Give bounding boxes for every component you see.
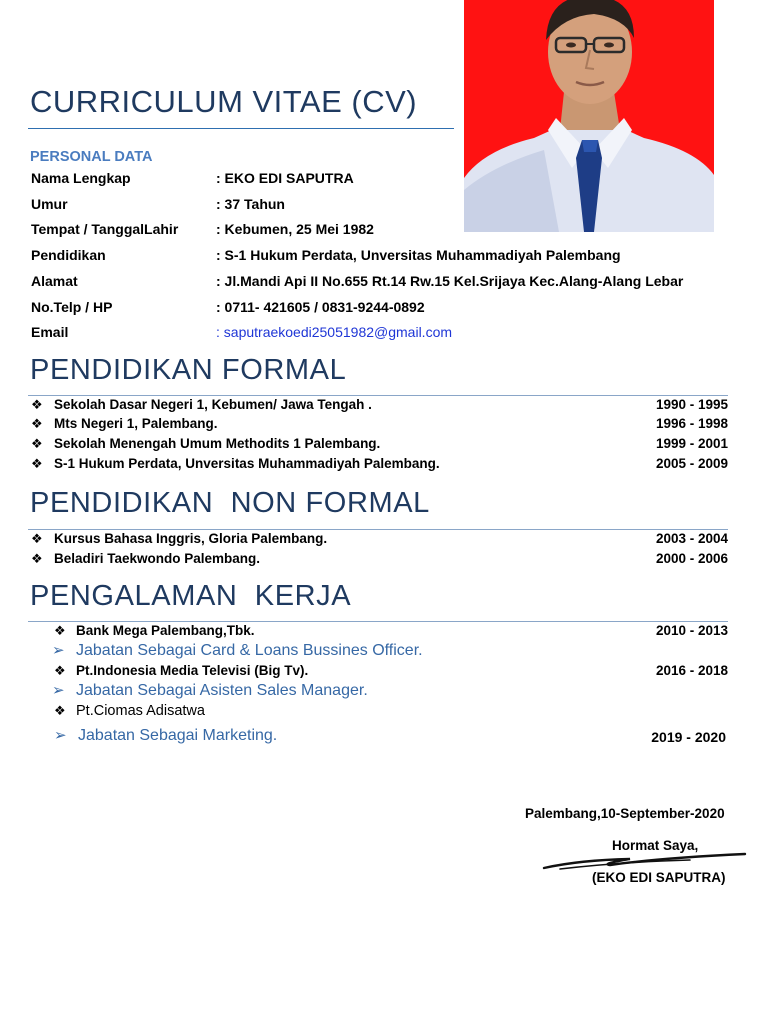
job-role — [52, 641, 423, 660]
diamond-bullet-icon: ❖ — [31, 456, 43, 471]
arrow-bullet-icon: ➢ — [52, 682, 65, 699]
signature-greeting: Hormat Saya, — [612, 838, 699, 853]
work-experience-divider — [28, 621, 728, 622]
title-divider — [28, 128, 454, 129]
field-value-telp: : 0711- 421605 / 0831-9244-0892 — [216, 299, 425, 315]
diamond-bullet-icon: ❖ — [54, 703, 66, 718]
diamond-bullet-icon: ❖ — [31, 436, 43, 451]
job-company: Pt.Indonesia Media Televisi (Big Tv). — [76, 663, 309, 678]
nonformal-education-divider — [28, 529, 728, 530]
field-value-ttl: : Kebumen, 25 Mei 1982 — [216, 221, 374, 237]
job-item — [31, 703, 728, 721]
field-label-email: Email — [31, 324, 69, 340]
nonformal-education-item — [31, 551, 728, 569]
formal-education-item — [31, 436, 728, 454]
education-text: Kursus Bahasa Inggris, Gloria Palembang. — [54, 531, 328, 546]
job-role — [52, 681, 368, 700]
diamond-bullet-icon: ❖ — [31, 416, 43, 431]
diamond-bullet-icon: ❖ — [31, 531, 43, 546]
formal-education-item — [31, 456, 728, 474]
diamond-bullet-icon: ❖ — [54, 663, 66, 678]
job-company: Pt.Ciomas Adisatwa — [76, 703, 205, 719]
arrow-bullet-icon: ➢ — [54, 727, 67, 744]
education-text: Sekolah Menengah Umum Methodits 1 Palembang. — [54, 436, 381, 451]
cv-title: CURRICULUM VITAE (CV) — [30, 84, 418, 119]
nonformal-education-item — [31, 531, 728, 549]
arrow-bullet-icon: ➢ — [52, 642, 65, 659]
formal-education-heading: PENDIDIKAN FORMAL — [30, 354, 347, 386]
education-text: S-1 Hukum Perdata, Unversitas Muhammadiyah Palembang. — [54, 456, 440, 471]
diamond-bullet-icon: ❖ — [54, 623, 66, 638]
job-role-text: Jabatan Sebagai Asisten Sales Manager. — [76, 682, 368, 699]
work-experience-heading: PENGALAMAN KERJA — [30, 580, 352, 612]
education-text: Sekolah Dasar Negeri 1, Kebumen/ Jawa Tengah . — [54, 397, 372, 412]
job-role-text: Jabatan Sebagai Marketing. — [78, 727, 278, 744]
job-years: 2016 - 2018 — [655, 663, 728, 678]
field-label-telp: No.Telp / HP — [31, 299, 113, 315]
field-label-umur: Umur — [31, 196, 68, 212]
field-value-alamat: : Jl.Mandi Api II No.655 Rt.14 Rw.15 Kel.Srijaya Kec.Alang-Alang Lebar — [216, 273, 684, 289]
education-years: 1999 - 2001 — [655, 436, 728, 451]
diamond-bullet-icon: ❖ — [31, 397, 43, 412]
signature-name: (EKO EDI SAPUTRA) — [592, 870, 726, 885]
job-years: 2010 - 2013 — [655, 623, 728, 638]
education-text: Beladiri Taekwondo Palembang. — [54, 551, 261, 566]
education-years: 2005 - 2009 — [655, 456, 728, 471]
field-label-nama: Nama Lengkap — [31, 170, 131, 186]
education-years: 2000 - 2006 — [655, 551, 728, 566]
personal-data-heading: PERSONAL DATA — [30, 149, 153, 165]
job-item — [31, 663, 728, 681]
job-company: Bank Mega Palembang,Tbk. — [76, 623, 255, 638]
education-years: 2003 - 2004 — [655, 531, 728, 546]
job-years: 2019 - 2020 — [651, 729, 726, 745]
diamond-bullet-icon: ❖ — [31, 551, 43, 566]
field-value-nama: : EKO EDI SAPUTRA — [216, 170, 354, 186]
field-value-email[interactable]: : saputraekoedi25051982@gmail.com — [216, 324, 453, 340]
field-value-umur: : 37 Tahun — [216, 196, 285, 212]
education-text: Mts Negeri 1, Palembang. — [54, 416, 218, 431]
education-years: 1996 - 1998 — [655, 416, 728, 431]
job-item — [31, 623, 728, 641]
formal-education-item — [31, 397, 728, 415]
field-value-pendidikan: : S-1 Hukum Perdata, Unversitas Muhammadiyah Palembang — [216, 247, 621, 263]
education-years: 1990 - 1995 — [655, 397, 728, 412]
profile-photo — [464, 0, 714, 232]
job-role-text: Jabatan Sebagai Card & Loans Bussines Officer. — [76, 642, 423, 659]
formal-education-divider — [28, 395, 728, 396]
field-label-alamat: Alamat — [31, 273, 78, 289]
nonformal-education-heading: PENDIDIKAN NON FORMAL — [30, 487, 430, 519]
formal-education-item — [31, 416, 728, 434]
field-label-pendidikan: Pendidikan — [31, 247, 106, 263]
field-label-ttl: Tempat / TanggalLahir — [31, 221, 179, 237]
job-role — [54, 726, 277, 745]
signature-place-date: Palembang,10-September-2020 — [525, 806, 725, 821]
